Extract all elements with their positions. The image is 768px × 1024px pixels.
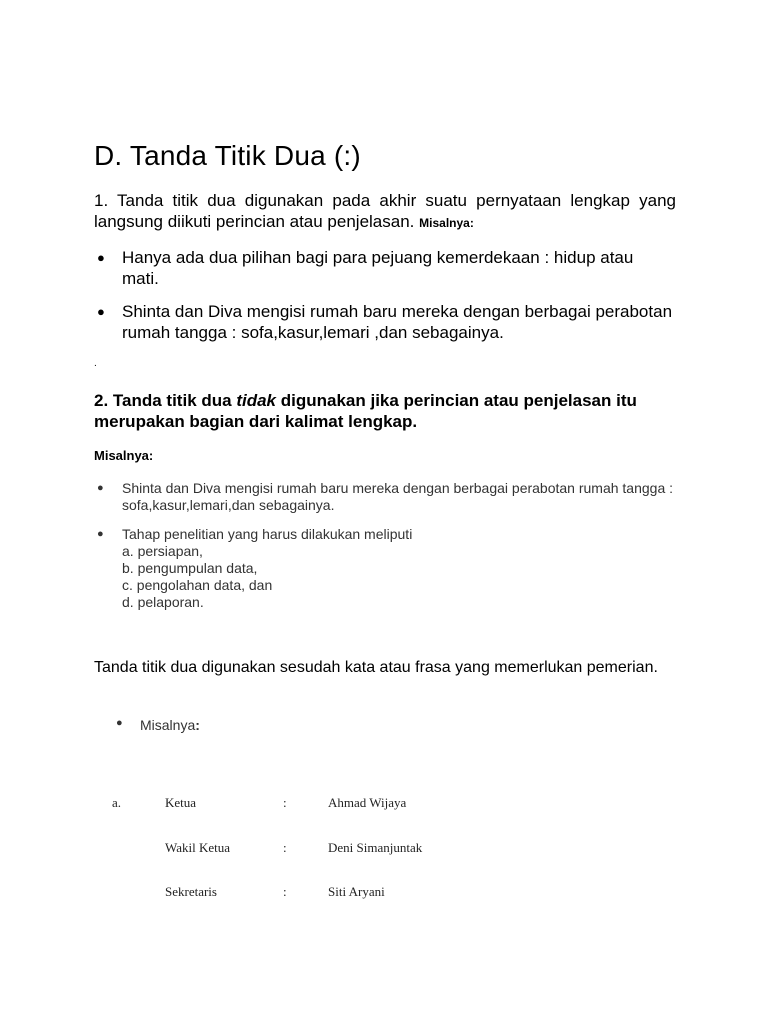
rule-2-text-end: digunakan jika perincian atau penjelasan itu merupakan bagian dari kalimat lengkap. (94, 391, 637, 431)
rule-1-example-1-text: Hanya ada dua pilihan bagi para pejuang kemerdekaan : hidup atau mati. (122, 248, 634, 288)
rule-3-misalnya (116, 717, 200, 733)
colon: : (283, 795, 287, 810)
row-letter: a. (112, 795, 122, 810)
colon: : (283, 884, 287, 899)
list-item: b. pengumpulan data, (122, 560, 258, 576)
rule-2-example-1-text: Shinta dan Diva mengisi rumah baru mereka dengan berbagai perabotan rumah tangga : sofa,kasur,lemari,dan sebagainya. (122, 480, 674, 513)
table-row (0, 884, 768, 904)
rule-2-example-2 (97, 526, 682, 611)
rule-2-paragraph (94, 390, 684, 432)
bullet-icon: ● (97, 528, 104, 540)
page-title: D. Tanda Titik Dua (:) (94, 140, 361, 171)
person-name: Deni Simanjuntak (328, 840, 423, 855)
person-name: Ahmad Wijaya (328, 795, 407, 810)
colon: : (283, 840, 287, 855)
role-label: Ketua (165, 795, 197, 810)
table-row (0, 840, 768, 860)
list-item: d. pelaporan. (122, 594, 204, 610)
rule-2-italic-word: tidak (236, 391, 277, 410)
person-name: Siti Aryani (328, 884, 385, 899)
rule-1-example-1 (97, 247, 662, 289)
rule-2-example-1 (97, 480, 682, 514)
list-item: Tahap penelitian yang harus dilakukan meliputi (122, 526, 413, 542)
rule-1-text: 1. Tanda titik dua digunakan pada akhir suatu pernyataan lengkap yang langsung diikuti perincian atau penjelasan. (94, 191, 676, 231)
list-item: c. pengolahan data, dan (122, 577, 273, 593)
bullet-icon: ● (97, 250, 105, 265)
rule-1-misalnya-label: Misalnya: (419, 216, 474, 230)
bullet-icon: ● (97, 304, 105, 319)
list-item: a. persiapan, (122, 543, 203, 559)
rule-1-paragraph (94, 190, 676, 234)
rule-1-example-2-text: Shinta dan Diva mengisi rumah baru mereka dengan berbagai perabotan rumah tangga : sofa,kasur,lemari ,dan sebagainya. (122, 302, 673, 342)
rule-2-misalnya-label: Misalnya: (94, 448, 154, 463)
bullet-icon: ● (97, 482, 104, 494)
rule-1-example-2 (97, 301, 682, 343)
rule-3-misalnya-text: Misalnya (140, 717, 196, 733)
bullet-icon: ● (116, 717, 123, 729)
role-label: Wakil Ketua (165, 840, 231, 855)
separator-dot: . (94, 358, 97, 369)
rule-3-misalnya-colon: : (195, 717, 200, 733)
rule-3-paragraph: Tanda titik dua digunakan sesudah kata atau frasa yang memerlukan pemerian. (94, 659, 658, 676)
table-row (0, 795, 768, 815)
role-label: Sekretaris (165, 884, 217, 899)
rule-2-text-start: 2. Tanda titik dua (94, 391, 237, 410)
